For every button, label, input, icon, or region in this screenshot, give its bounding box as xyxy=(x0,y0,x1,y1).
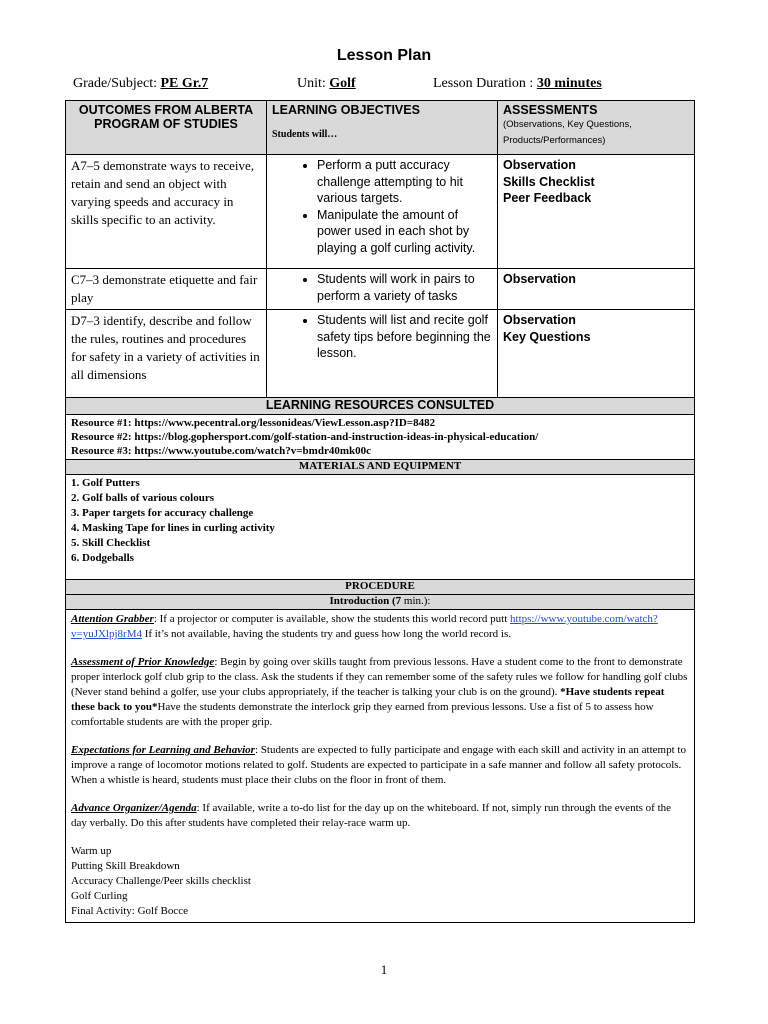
list-item: • Manipulate the amount of power used in each shot by playing a golf curling activity. xyxy=(317,207,492,257)
table-row xyxy=(66,269,695,310)
prior-knowledge-label: Assessment of Prior Knowledge xyxy=(71,656,215,668)
duration xyxy=(433,76,602,92)
unit-value: Golf xyxy=(329,76,356,91)
list-item: 4. Masking Tape for lines in curling activity xyxy=(71,522,275,534)
list-item: Accuracy Challenge/Peer skills checklist xyxy=(71,875,251,887)
table-row xyxy=(66,155,695,269)
attention-label: Attention Grabber xyxy=(71,613,154,625)
resource-item: Resource #2: https://blog.gophersport.com/golf-station-and-instruction-ideas-in-physical-education/ xyxy=(71,431,539,443)
duration-label: Lesson Duration : xyxy=(433,76,534,91)
materials-heading: MATERIALS AND EQUIPMENT xyxy=(66,460,695,475)
list-item: 6. Dodgeballs xyxy=(71,552,134,564)
list-item: Golf Curling xyxy=(71,890,128,902)
outcomes-header: OUTCOMES FROM ALBERTA PROGRAM OF STUDIES xyxy=(66,101,267,155)
objectives-cell xyxy=(267,269,498,310)
procedure-body xyxy=(66,610,695,923)
objectives-cell xyxy=(267,310,498,398)
outcome-cell: C7–3 demonstrate etiquette and fair play xyxy=(66,269,267,310)
table-row xyxy=(66,310,695,398)
outcome-cell: A7–5 demonstrate ways to receive, retain and send an object with varying speeds and accuracy in skills specific to an activity. xyxy=(66,155,267,269)
list-item: 5. Skill Checklist xyxy=(71,537,151,549)
expectations-label: Expectations for Learning and Behavior xyxy=(71,744,255,756)
assessments-cell: Observation Skills Checklist Peer Feedback xyxy=(498,155,695,269)
list-item: 1. Golf Putters xyxy=(71,477,140,489)
procedure-heading: PROCEDURE xyxy=(66,580,695,595)
unit-label: Unit: xyxy=(297,76,326,91)
list-item: Warm up xyxy=(71,845,112,857)
list-item: • Students will work in pairs to perform a variety of tasks xyxy=(317,271,492,304)
introduction-heading: Introduction (7 min.): xyxy=(66,595,695,610)
resource-item: Resource #3: https://www.youtube.com/watch?v=bmdr40mk00c xyxy=(71,445,371,457)
attention-grabber: Attention Grabber: If a projector or computer is available, show the students this world record putt https://www.youtube.com/watch?v=yuJXlpj8rM4 If it’s not available, having the students try and guess how long the world record is. xyxy=(71,613,658,640)
list-item: Final Activity: Golf Bocce xyxy=(71,905,189,917)
expectations: Expectations for Learning and Behavior: Students are expected to fully participate and engage with each skill and activity in an attempt to improve a range of locomotor motions related to golf. Students are expected to participate in a safe manner and follow all safety protocols. When a whistle is heard, students must place their clubs on the floor in front of them. xyxy=(71,744,686,786)
objectives-cell xyxy=(267,155,498,269)
resources-heading: LEARNING RESOURCES CONSULTED xyxy=(66,398,695,415)
grade-label: Grade/Subject: xyxy=(73,76,157,91)
materials-list xyxy=(66,475,695,580)
unit xyxy=(297,76,356,92)
assessments-cell: Observation xyxy=(498,269,695,310)
objectives-header: LEARNING OBJECTIVES Students will… xyxy=(267,101,498,155)
agenda-list xyxy=(71,844,689,919)
outcome-cell: D7–3 identify, describe and follow the rules, routines and procedures for safety in a variety of activities in all dimensions xyxy=(66,310,267,398)
resources-list xyxy=(66,415,695,460)
page-title: Lesson Plan xyxy=(336,47,432,64)
assessments-header: ASSESSMENTS (Observations, Key Questions, Products/Performances) xyxy=(498,101,695,155)
list-item: • Perform a putt accuracy challenge attempting to hit various targets. xyxy=(317,157,492,207)
lesson-meta xyxy=(73,76,713,94)
list-item: • Students will list and recite golf safety tips before beginning the lesson. xyxy=(317,312,492,362)
list-item: 3. Paper targets for accuracy challenge xyxy=(71,507,254,519)
duration-value: 30 minutes xyxy=(536,76,602,91)
page-number: 1 xyxy=(380,962,388,977)
lesson-plan-table xyxy=(65,100,695,923)
grade-subject xyxy=(73,76,208,92)
grade-value: PE Gr.7 xyxy=(160,76,209,91)
agenda-label: Advance Organizer/Agenda xyxy=(71,802,197,814)
list-item: 2. Golf balls of various colours xyxy=(71,492,215,504)
advance-organizer: Advance Organizer/Agenda: If available, write a to-do list for the day up on the whiteboard. If not, simply run through the events of the day verbally. Do this after students have completed their relay-race warm up. xyxy=(71,802,672,829)
resource-item: Resource #1: https://www.pecentral.org/lessonideas/ViewLesson.asp?ID=8482 xyxy=(71,417,436,429)
prior-knowledge: Assessment of Prior Knowledge: Begin by going over skills taught from previous lessons. Have a student come to the front to demonstrate proper interlock golf club grip to the class. Ask the students if they can remember some of the safety rules we follow for handling golf clubs (Never stand behind a golfer, use your clubs appropriately, if the teacher is talking your club is on the ground). *Have students repeat these back to you*Have the students demonstrate the interlock grip they earned from previous lessons. Use a fist of 5 to assess how comfortable students are with the proper grip. xyxy=(71,656,688,728)
world-record-putt-link[interactable]: https://www.youtube.com/watch?v=yuJXlpj8rM4 xyxy=(71,613,658,640)
list-item: Putting Skill Breakdown xyxy=(71,860,180,872)
assessments-cell: Observation Key Questions xyxy=(498,310,695,398)
